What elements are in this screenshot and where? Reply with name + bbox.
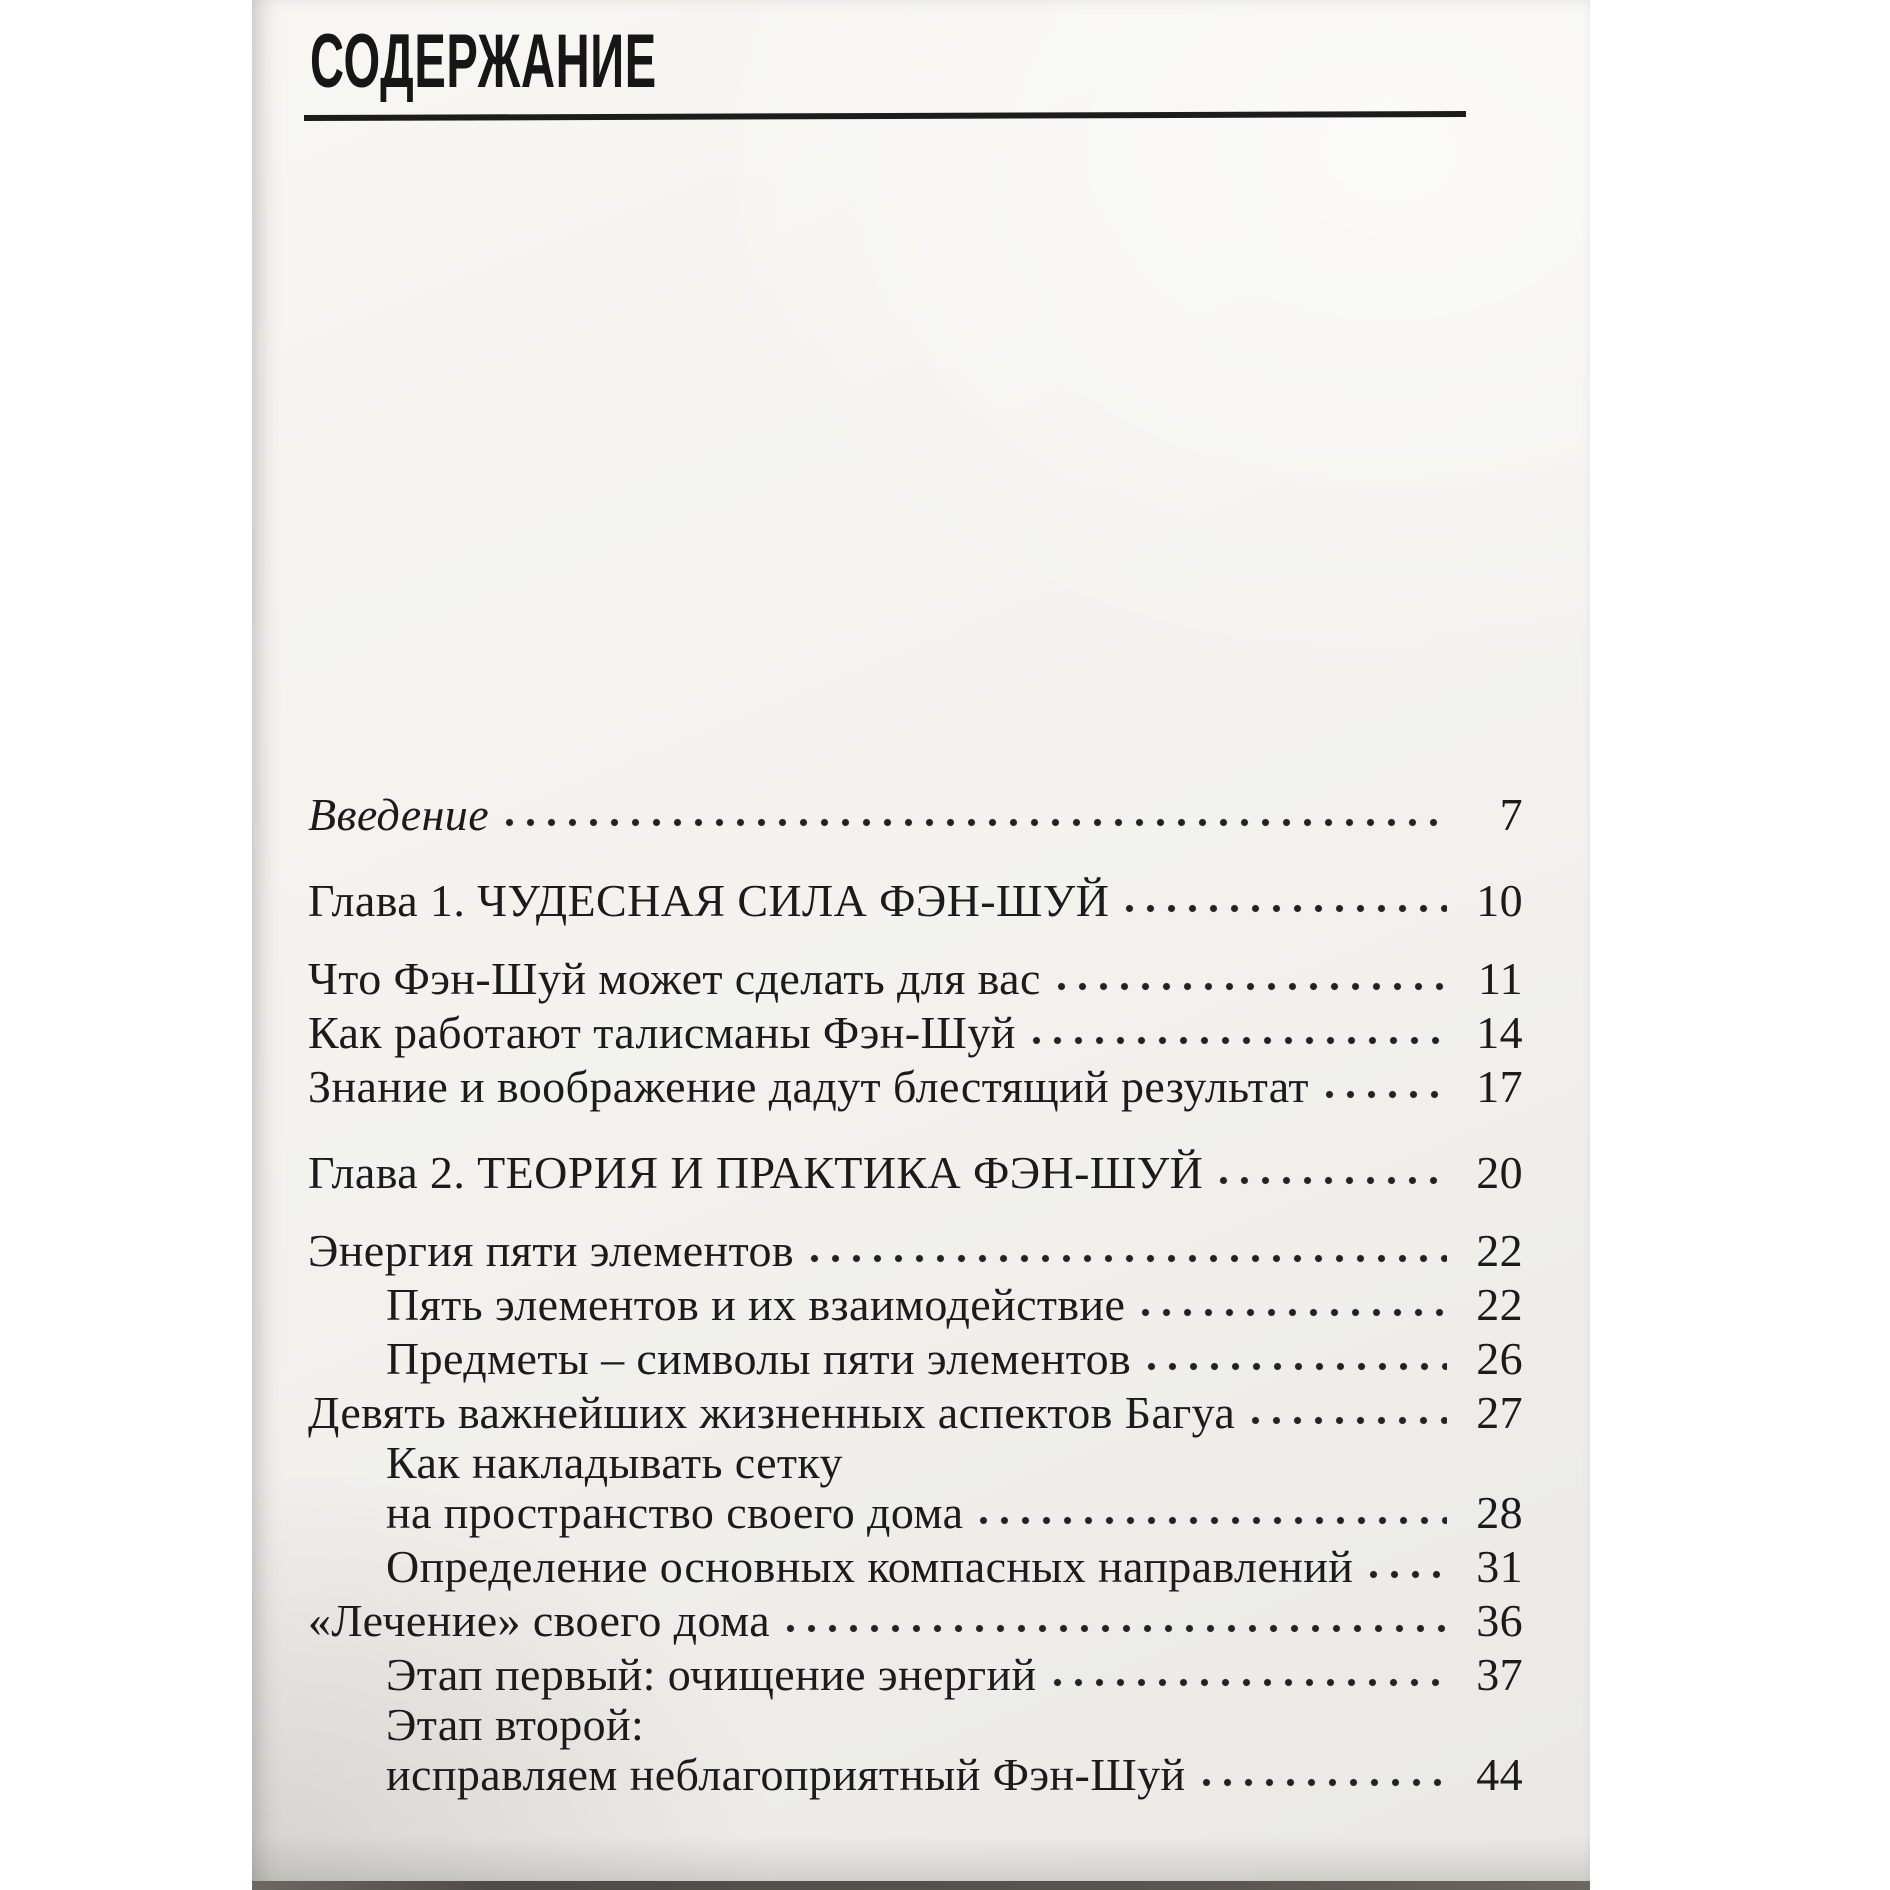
toc-entry <box>308 1386 1523 1440</box>
dot-leader <box>1032 1036 1447 1045</box>
toc-entry <box>308 788 1523 842</box>
dot-leader <box>1369 1570 1447 1579</box>
toc-entry-label: Девять важнейших жизненных аспектов Багуа <box>308 1387 1236 1438</box>
toc-entry-page: 26 <box>1476 1333 1523 1384</box>
toc-entry <box>308 1540 1523 1594</box>
toc-entry-page: 37 <box>1476 1649 1523 1700</box>
dot-leader <box>1147 1362 1447 1371</box>
toc-entry-label: Как работают талисманы Фэн-Шуй <box>308 1007 1016 1058</box>
toc-entry <box>308 1594 1523 1648</box>
toc-entry-label: Этап второй: <box>386 1699 645 1750</box>
toc-entry-label: исправляем неблагоприятный Фэн-Шуй <box>386 1749 1186 1800</box>
toc-entry-page: 31 <box>1476 1541 1523 1592</box>
toc-entry-label: Глава 1. ЧУДЕСНАЯ СИЛА ФЭН-ШУЙ <box>308 875 1110 926</box>
toc-entry-page: 22 <box>1476 1225 1523 1276</box>
toc-entry <box>308 1006 1523 1060</box>
title-rule <box>304 111 1466 121</box>
toc-entry-label: на пространство своего дома <box>386 1487 964 1538</box>
toc-entry <box>308 1699 1523 1750</box>
toc-entry-page: 44 <box>1476 1749 1523 1800</box>
dot-leader <box>1325 1090 1447 1099</box>
toc-entry <box>308 1060 1523 1114</box>
toc-entry <box>308 1748 1523 1802</box>
dot-leader <box>1053 1678 1447 1687</box>
toc-entry-label: Предметы – символы пяти элементов <box>386 1333 1132 1384</box>
toc-entry <box>308 874 1523 928</box>
toc-entry-page: 27 <box>1476 1387 1523 1438</box>
dot-leader <box>1219 1176 1447 1185</box>
dot-leader <box>505 818 1447 827</box>
toc-entry-page: 7 <box>1499 789 1523 840</box>
dot-leader <box>786 1624 1447 1633</box>
dot-leader <box>979 1516 1447 1525</box>
toc-entry-label: Энергия пяти элементов <box>308 1225 794 1276</box>
toc-entry-page: 28 <box>1476 1487 1523 1538</box>
toc-entry-page: 17 <box>1476 1061 1523 1112</box>
dot-leader <box>1141 1308 1447 1317</box>
toc-entry-label: Знание и воображение дадут блестящий результат <box>308 1061 1309 1112</box>
dot-leader <box>1057 982 1447 991</box>
toc-entry-page: 20 <box>1476 1147 1523 1198</box>
toc-entry <box>308 1224 1523 1278</box>
dot-leader <box>1251 1416 1447 1425</box>
dot-leader <box>1202 1778 1448 1787</box>
toc-entry <box>308 1648 1523 1702</box>
page-title: СОДЕРЖАНИЕ <box>310 19 657 104</box>
book-bottom-edge <box>252 1881 1590 1890</box>
page-bottom-shadow <box>252 1836 1590 1882</box>
toc-entry-label: Введение <box>308 789 490 840</box>
book-page <box>252 0 1590 1890</box>
toc-entry-label: Определение основных компасных направлений <box>386 1541 1354 1592</box>
dot-leader <box>1125 904 1447 913</box>
dot-leader <box>810 1254 1447 1263</box>
toc-list <box>308 788 1523 1802</box>
toc-entry <box>308 1486 1523 1540</box>
toc-entry-page: 36 <box>1476 1595 1523 1646</box>
toc-entry <box>308 1437 1523 1488</box>
toc-entry-label: Этап первый: очищение энергий <box>386 1649 1037 1700</box>
toc-entry <box>308 1332 1523 1386</box>
toc-entry-label: «Лечение» своего дома <box>308 1595 771 1646</box>
toc-entry <box>308 1146 1523 1200</box>
toc-entry <box>308 952 1523 1006</box>
toc-entry-page: 11 <box>1477 953 1523 1004</box>
toc-entry-page: 10 <box>1476 875 1523 926</box>
toc-entry-label: Пять элементов и их взаимодействие <box>386 1279 1126 1330</box>
toc-entry-label: Глава 2. ТЕОРИЯ И ПРАКТИКА ФЭН-ШУЙ <box>308 1147 1204 1198</box>
toc-entry-page: 22 <box>1476 1279 1523 1330</box>
toc-entry-label: Что Фэн-Шуй может сделать для вас <box>308 953 1041 1004</box>
toc-entry-page: 14 <box>1476 1007 1523 1058</box>
toc-entry <box>308 1278 1523 1332</box>
toc-entry-label: Как накладывать сетку <box>386 1437 843 1488</box>
